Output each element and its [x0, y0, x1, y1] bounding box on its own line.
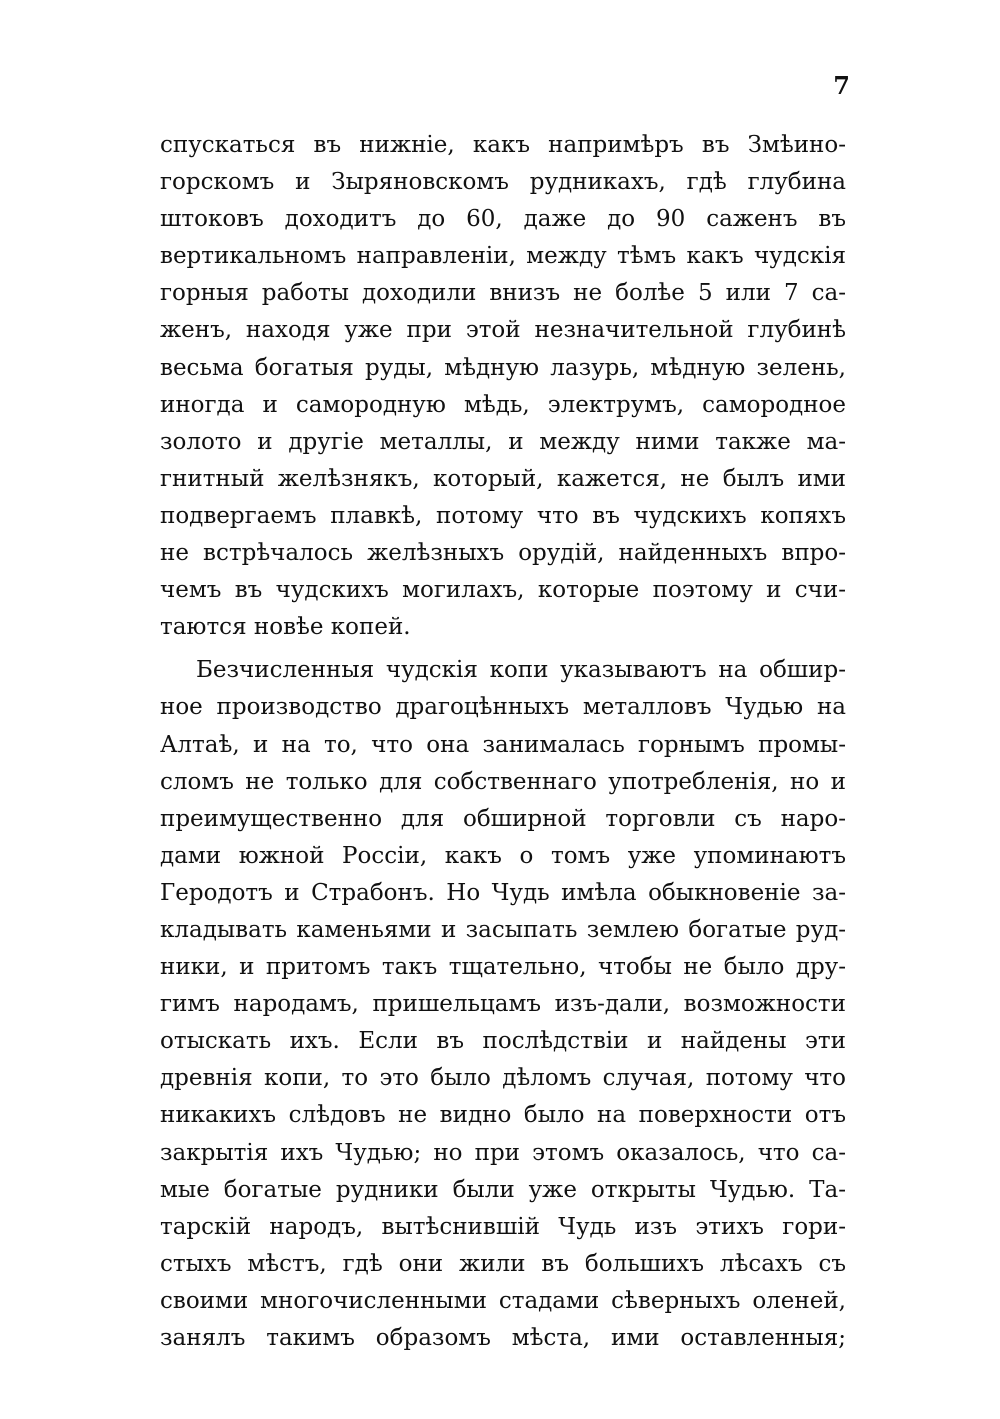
text-line: ное производство драгоцѣнныхъ металловъ Чудью на: [160, 694, 846, 721]
text-line: штоковъ доходитъ до 60, даже до 90 саженъ въ: [160, 206, 846, 233]
text-line: вертикальномъ направленіи, между тѣмъ какъ чудскія: [160, 243, 846, 270]
text-line: мые богатые рудники были уже открыты Чудью. Та-: [160, 1176, 846, 1203]
text-line: своими многочисленными стадами сѣверныхъ оленей,: [160, 1287, 846, 1314]
text-line: горныя работы доходили внизъ не болѣе 5 или 7 са-: [160, 280, 846, 307]
text-line: дами южной Россіи, какъ о томъ уже упоминаютъ: [160, 842, 846, 869]
text-line: гимъ народамъ, пришельцамъ изъ-дали, возможности: [160, 991, 846, 1018]
text-line: Алтаѣ, и на то, что она занималась горнымъ промы-: [160, 731, 846, 758]
paragraph-1: [160, 127, 846, 646]
text-line: отыскать ихъ. Если въ послѣдствіи и найдены эти: [160, 1028, 846, 1055]
text-line: горскомъ и Зыряновскомъ рудникахъ, гдѣ глубина: [160, 169, 846, 196]
text-line: подвергаемъ плавкѣ, потому что въ чудскихъ копяхъ: [160, 502, 846, 529]
text-line: сломъ не только для собственнаго употребленія, но и: [160, 768, 846, 795]
text-line: таются новѣе копей.: [160, 614, 411, 641]
body-text: [160, 127, 846, 1357]
text-line: древнія копи, то это было дѣломъ случая, потому что: [160, 1065, 846, 1092]
text-line: кладывать каменьями и засыпать землею богатые руд-: [160, 916, 846, 943]
text-line: Безчисленныя чудскія копи указываютъ на обшир-: [196, 657, 846, 684]
text-line: спускаться въ нижніе, какъ напримѣръ въ Змѣино-: [160, 132, 846, 158]
text-line: весьма богатыя руды, мѣдную лазурь, мѣдную зелень,: [160, 354, 846, 381]
text-line: стыхъ мѣстъ, гдѣ они жили въ большихъ лѣсахъ съ: [160, 1250, 846, 1277]
text-line: иногда и самородную мѣдь, электрумъ, самородное: [160, 391, 846, 418]
text-line: чемъ въ чудскихъ могилахъ, которые поэтому и счи-: [160, 577, 846, 604]
text-line: занялъ такимъ образомъ мѣста, ими оставленныя;: [160, 1325, 846, 1351]
text-line: тарскій народъ, вытѣснившій Чудь изъ этихъ гори-: [160, 1213, 846, 1240]
text-line: закрытія ихъ Чудью; но при этомъ оказалось, что са-: [160, 1139, 846, 1166]
text-line: не встрѣчалось желѣзныхъ орудій, найденныхъ впро-: [160, 540, 846, 567]
text-line: никакихъ слѣдовъ не видно было на поверхности отъ: [160, 1102, 846, 1129]
text-line: преимущественно для обширной торговли съ наро-: [160, 805, 846, 832]
text-line: гнитный желѣзнякъ, который, кажется, не былъ ими: [160, 465, 846, 492]
text-line: женъ, находя уже при этой незначительной глубинѣ: [160, 317, 846, 344]
page-number: 7: [833, 71, 850, 100]
text-line: ники, и притомъ такъ тщательно, чтобы не было дру-: [160, 954, 846, 981]
text-line: золото и другіе металлы, и между ними также ма-: [160, 428, 846, 455]
text-line: Геродотъ и Страбонъ. Но Чудь имѣла обыкновеніе за-: [160, 879, 846, 906]
paragraph-2: [160, 652, 846, 1357]
